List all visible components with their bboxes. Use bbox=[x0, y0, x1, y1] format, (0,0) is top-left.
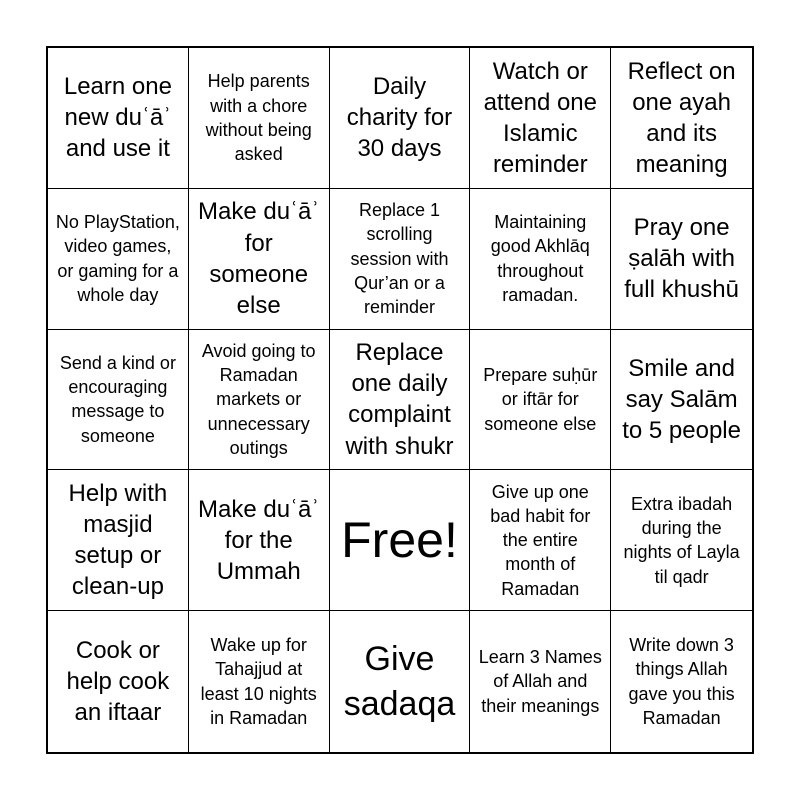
bingo-cell-17[interactable]: Make duʿāʾ for the Ummah bbox=[189, 470, 330, 611]
bingo-cell-8[interactable]: Replace 1 scrolling session with Qur’an or a reminder bbox=[330, 189, 471, 330]
bingo-cell-22[interactable]: Wake up for Tahajjud at least 10 nights in Ramadan bbox=[189, 611, 330, 752]
bingo-cell-7[interactable]: Make duʿāʾ for someone else bbox=[189, 189, 330, 330]
bingo-board bbox=[46, 46, 754, 754]
bingo-cell-1[interactable]: Learn one new duʿāʾ and use it bbox=[48, 48, 189, 189]
bingo-cell-16[interactable]: Help with masjid setup or clean-up bbox=[48, 470, 189, 611]
bingo-cell-2[interactable]: Help parents with a chore without being asked bbox=[189, 48, 330, 189]
bingo-cell-19[interactable]: Give up one bad habit for the entire month of Ramadan bbox=[470, 470, 611, 611]
bingo-cell-4[interactable]: Watch or attend one Islamic reminder bbox=[470, 48, 611, 189]
bingo-cell-5[interactable]: Reflect on one ayah and its meaning bbox=[611, 48, 752, 189]
bingo-cell-13[interactable]: Replace one daily complaint with shukr bbox=[330, 330, 471, 471]
bingo-cell-12[interactable]: Avoid going to Ramadan markets or unnecessary outings bbox=[189, 330, 330, 471]
bingo-cell-24[interactable]: Learn 3 Names of Allah and their meanings bbox=[470, 611, 611, 752]
bingo-cell-11[interactable]: Send a kind or encouraging message to someone bbox=[48, 330, 189, 471]
free-space-cell[interactable]: Free! bbox=[330, 470, 471, 611]
bingo-cell-25[interactable]: Write down 3 things Allah gave you this Ramadan bbox=[628, 635, 735, 728]
bingo-cell-10[interactable]: Pray one ṣalāh with full khushū bbox=[611, 189, 752, 330]
bingo-cell-6[interactable]: No PlayStation, video games, or gaming for a whole day bbox=[48, 189, 189, 330]
bingo-cell-14[interactable]: Prepare suḥūr or iftār for someone else bbox=[470, 330, 611, 471]
bingo-cell-20[interactable]: Extra ibadah during the nights of Layla til qadr bbox=[611, 470, 752, 611]
bingo-cell-21[interactable]: Cook or help cook an iftaar bbox=[48, 611, 189, 752]
bingo-cell-23[interactable]: Give sadaqa bbox=[330, 611, 471, 752]
bingo-cell-9[interactable]: Maintaining good Akhlāq throughout ramadan. bbox=[470, 189, 611, 330]
bingo-cell-3[interactable]: Daily charity for 30 days bbox=[330, 48, 471, 189]
bingo-cell-15[interactable]: Smile and say Salām to 5 people bbox=[611, 330, 752, 471]
